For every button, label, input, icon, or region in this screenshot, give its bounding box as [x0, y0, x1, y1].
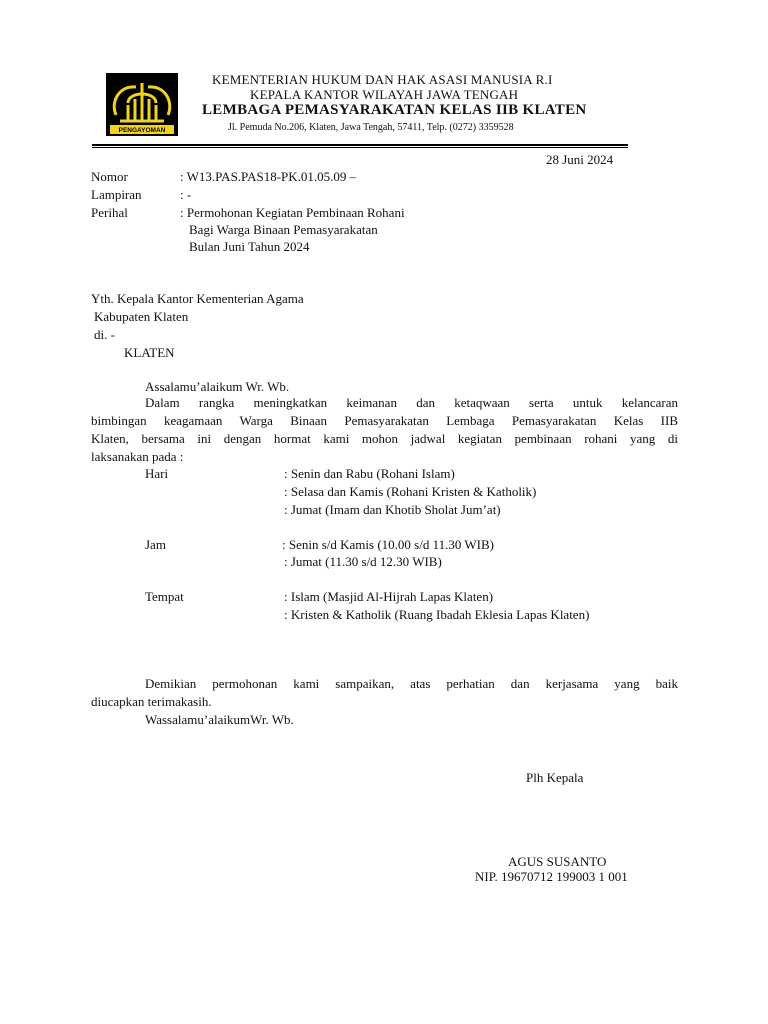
- body-line-1: Dalam rangka meningkatkan keimanan dan ketaqwaan serta untuk kelancaran: [145, 395, 678, 410]
- header-institution: LEMBAGA PEMASYARAKATAN KELAS IIB KLATEN: [202, 102, 587, 118]
- hari-item-3: : Jumat (Imam dan Khotib Sholat Jum’at): [284, 502, 501, 517]
- tempat-item-2: : Kristen & Katholik (Ruang Ibadah Eklesia Lapas Klaten): [284, 607, 590, 622]
- header-ministry: KEMENTERIAN HUKUM DAN HAK ASASI MANUSIA R.I: [212, 72, 553, 87]
- header-address: Jl. Pemuda No.206, Klaten, Jawa Tengah, 57411, Telp. (0272) 3359528: [228, 122, 514, 133]
- tempat-item-1: : Islam (Masjid Al-Hijrah Lapas Klaten): [284, 589, 494, 604]
- signature-name: AGUS SUSANTO: [508, 854, 607, 869]
- hari-item-1: : Senin dan Rabu (Rohani Islam): [284, 466, 455, 481]
- jam-item-1: : Senin s/d Kamis (10.00 s/d 11.30 WIB): [282, 537, 494, 552]
- hari-item-2: : Selasa dan Kamis (Rohani Kristen & Katholik): [284, 484, 537, 499]
- body-line-2: bimbingan keagamaan Warga Binaan Pemasyarakatan Lembaga Pemasyarakatan Kelas IIB: [91, 413, 678, 428]
- tempat-label: Tempat: [145, 589, 184, 604]
- hari-label: Hari: [145, 466, 169, 481]
- logo-caption: PENGAYOMAN: [118, 127, 166, 134]
- header-rule-thin: [92, 147, 628, 148]
- perihal-value-3: Bulan Juni Tahun 2024: [189, 239, 310, 254]
- body-line-3: Klaten, bersama ini dengan hormat kami mohon jadwal kegiatan pembinaan rohani yang di: [91, 431, 678, 446]
- recipient-line-1: Yth. Kepala Kantor Kementerian Agama: [91, 291, 304, 306]
- closing-salutation: Wassalamu’alaikumWr. Wb.: [145, 712, 294, 727]
- recipient-line-2: Kabupaten Klaten: [94, 309, 189, 324]
- perihal-value-1: : Permohonan Kegiatan Pembinaan Rohani: [180, 205, 405, 220]
- jam-item-2: : Jumat (11.30 s/d 12.30 WIB): [284, 554, 442, 569]
- recipient-line-4: KLATEN: [124, 345, 175, 360]
- header-regional-office: KEPALA KANTOR WILAYAH JAWA TENGAH: [250, 87, 519, 102]
- signature-title: Plh Kepala: [526, 770, 584, 785]
- signature-nip: NIP. 19670712 199003 1 001: [475, 869, 628, 884]
- lampiran-value: : -: [180, 187, 192, 202]
- body-paragraph: [91, 394, 678, 466]
- nomor-label: Nomor: [91, 169, 128, 184]
- header-rule-thick: [92, 144, 628, 146]
- closing-line-1: Demikian permohonan kami sampaikan, atas perhatian dan kerjasama yang baik: [145, 676, 678, 691]
- recipient-line-3: di. -: [94, 327, 115, 342]
- closing-paragraph: [91, 675, 678, 711]
- lampiran-label: Lampiran: [91, 187, 142, 202]
- nomor-value: : W13.PAS.PAS18-PK.01.05.09 –: [180, 169, 357, 184]
- jam-label: Jam: [145, 537, 166, 552]
- body-line-4: laksanakan pada :: [91, 449, 184, 464]
- closing-line-2: diucapkan terimakasih.: [91, 694, 212, 709]
- pengayoman-logo: [106, 73, 178, 136]
- greeting: Assalamu’alaikum Wr. Wb.: [145, 379, 290, 394]
- perihal-label: Perihal: [91, 205, 128, 220]
- pengayoman-emblem-icon: [106, 73, 178, 136]
- letter-date: 28 Juni 2024: [546, 152, 614, 167]
- perihal-value-2: Bagi Warga Binaan Pemasyarakatan: [189, 222, 378, 237]
